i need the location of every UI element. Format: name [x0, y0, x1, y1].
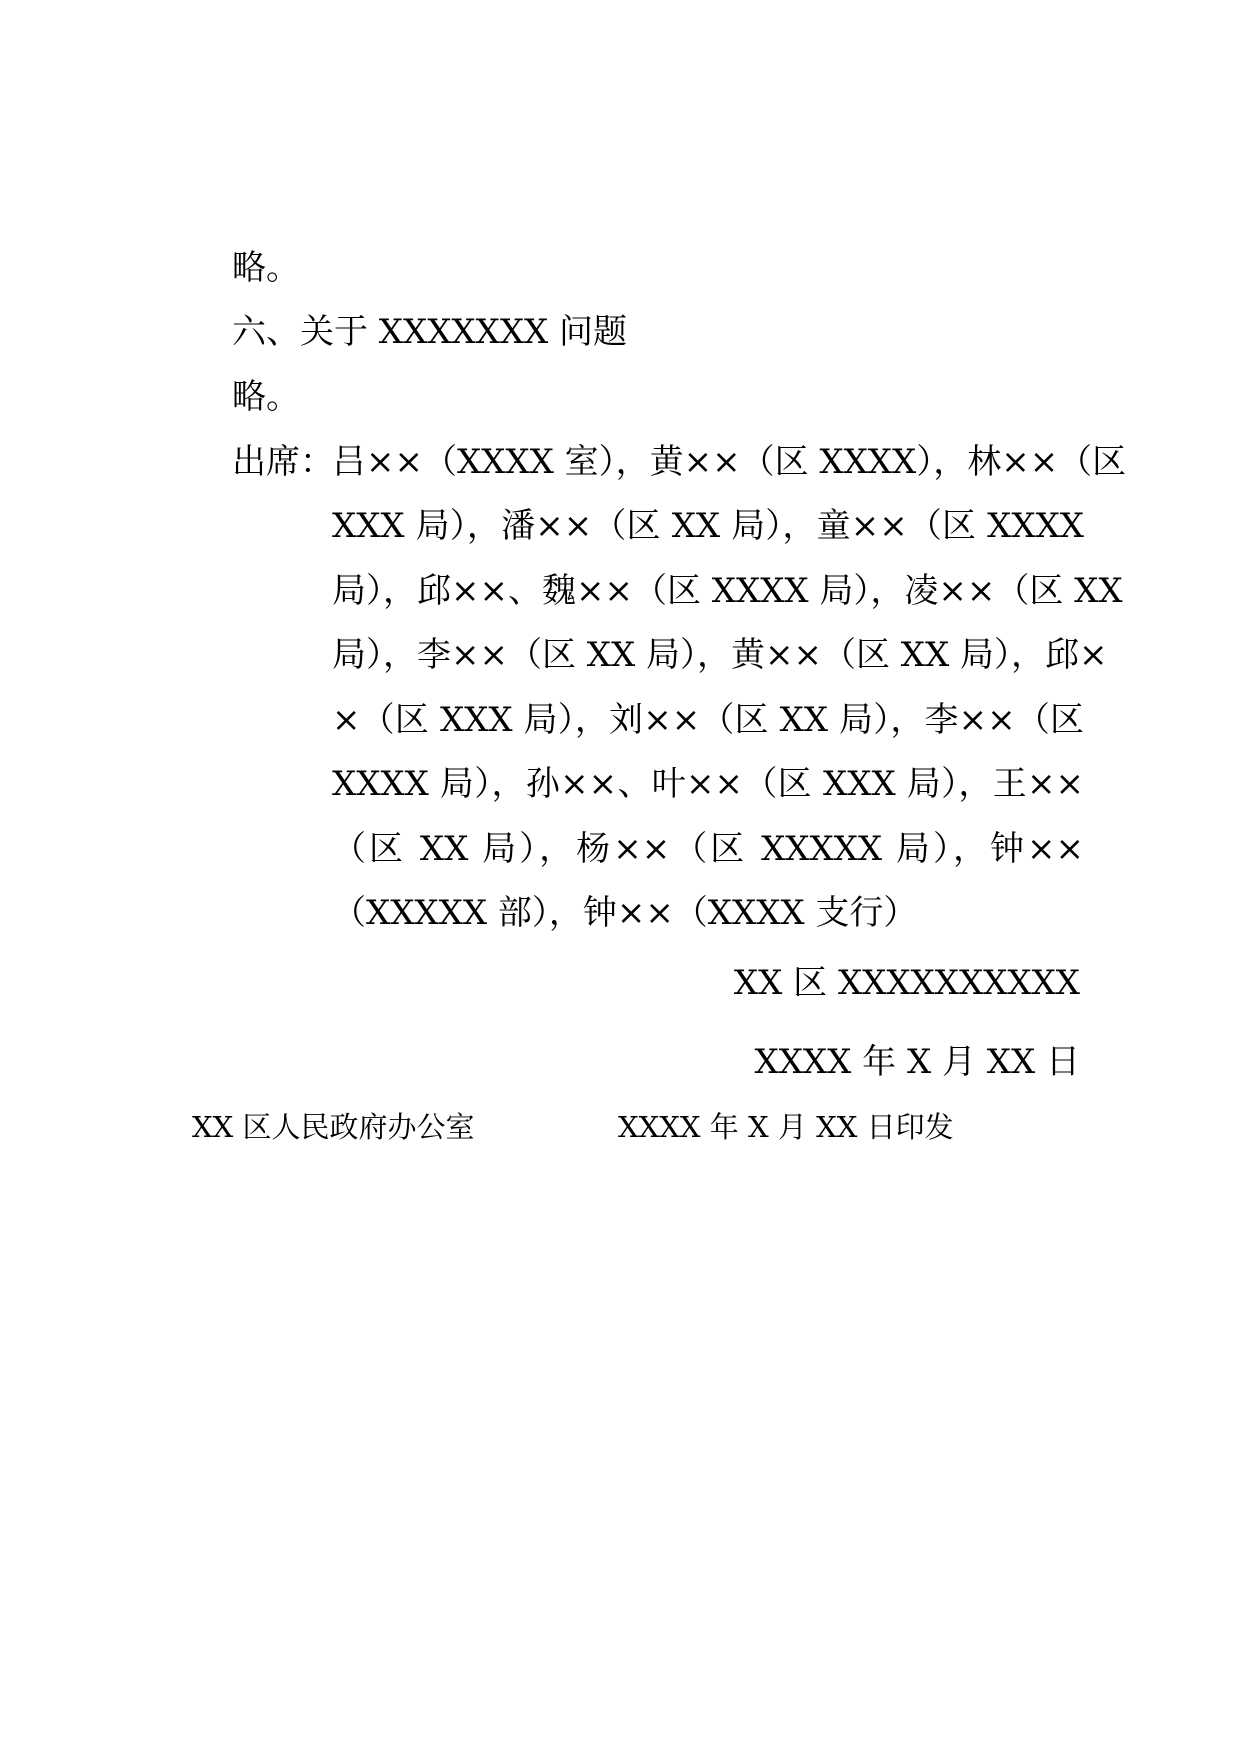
- omitted-paragraph-1: 略。: [232, 248, 300, 288]
- attendees-line-4: 局），李××（区 XX 局），黄××（区 XX 局），邱×: [332, 635, 1108, 675]
- attendees-line-8: （XXXXX 部），钟××（XXXX 支行）: [332, 893, 918, 933]
- footer-office: XX 区人民政府办公室: [192, 1110, 475, 1144]
- issuer-signature: XX 区 XXXXXXXXXX: [733, 963, 1080, 1003]
- attendees-line-1: 吕××（XXXX 室），黄××（区 XXXX），林××（区: [332, 442, 1127, 482]
- omitted-paragraph-2: 略。: [232, 377, 300, 417]
- attendees-line-2: XXX 局），潘××（区 XX 局），童××（区 XXXX: [332, 506, 1084, 546]
- attendees-line-5: ×（区 XXX 局），刘××（区 XX 局），李××（区: [332, 700, 1084, 740]
- signature-date: XXXX 年 X 月 XX 日: [754, 1042, 1080, 1082]
- footer-print-date: XXXX 年 X 月 XX 日印发: [618, 1110, 954, 1144]
- section-six-heading: 六、关于 XXXXXXX 问题: [232, 312, 628, 352]
- attendees-line-3: 局），邱××、魏××（区 XXXX 局），凌××（区 XX: [332, 571, 1123, 611]
- attendees-line-6: XXXX 局），孙××、叶××（区 XXX 局），王××: [332, 764, 1084, 804]
- attendees-line-7: （区 XX 局），杨××（区 XXXXX 局），钟××: [332, 829, 1084, 869]
- attendees-label: 出席：: [232, 442, 334, 482]
